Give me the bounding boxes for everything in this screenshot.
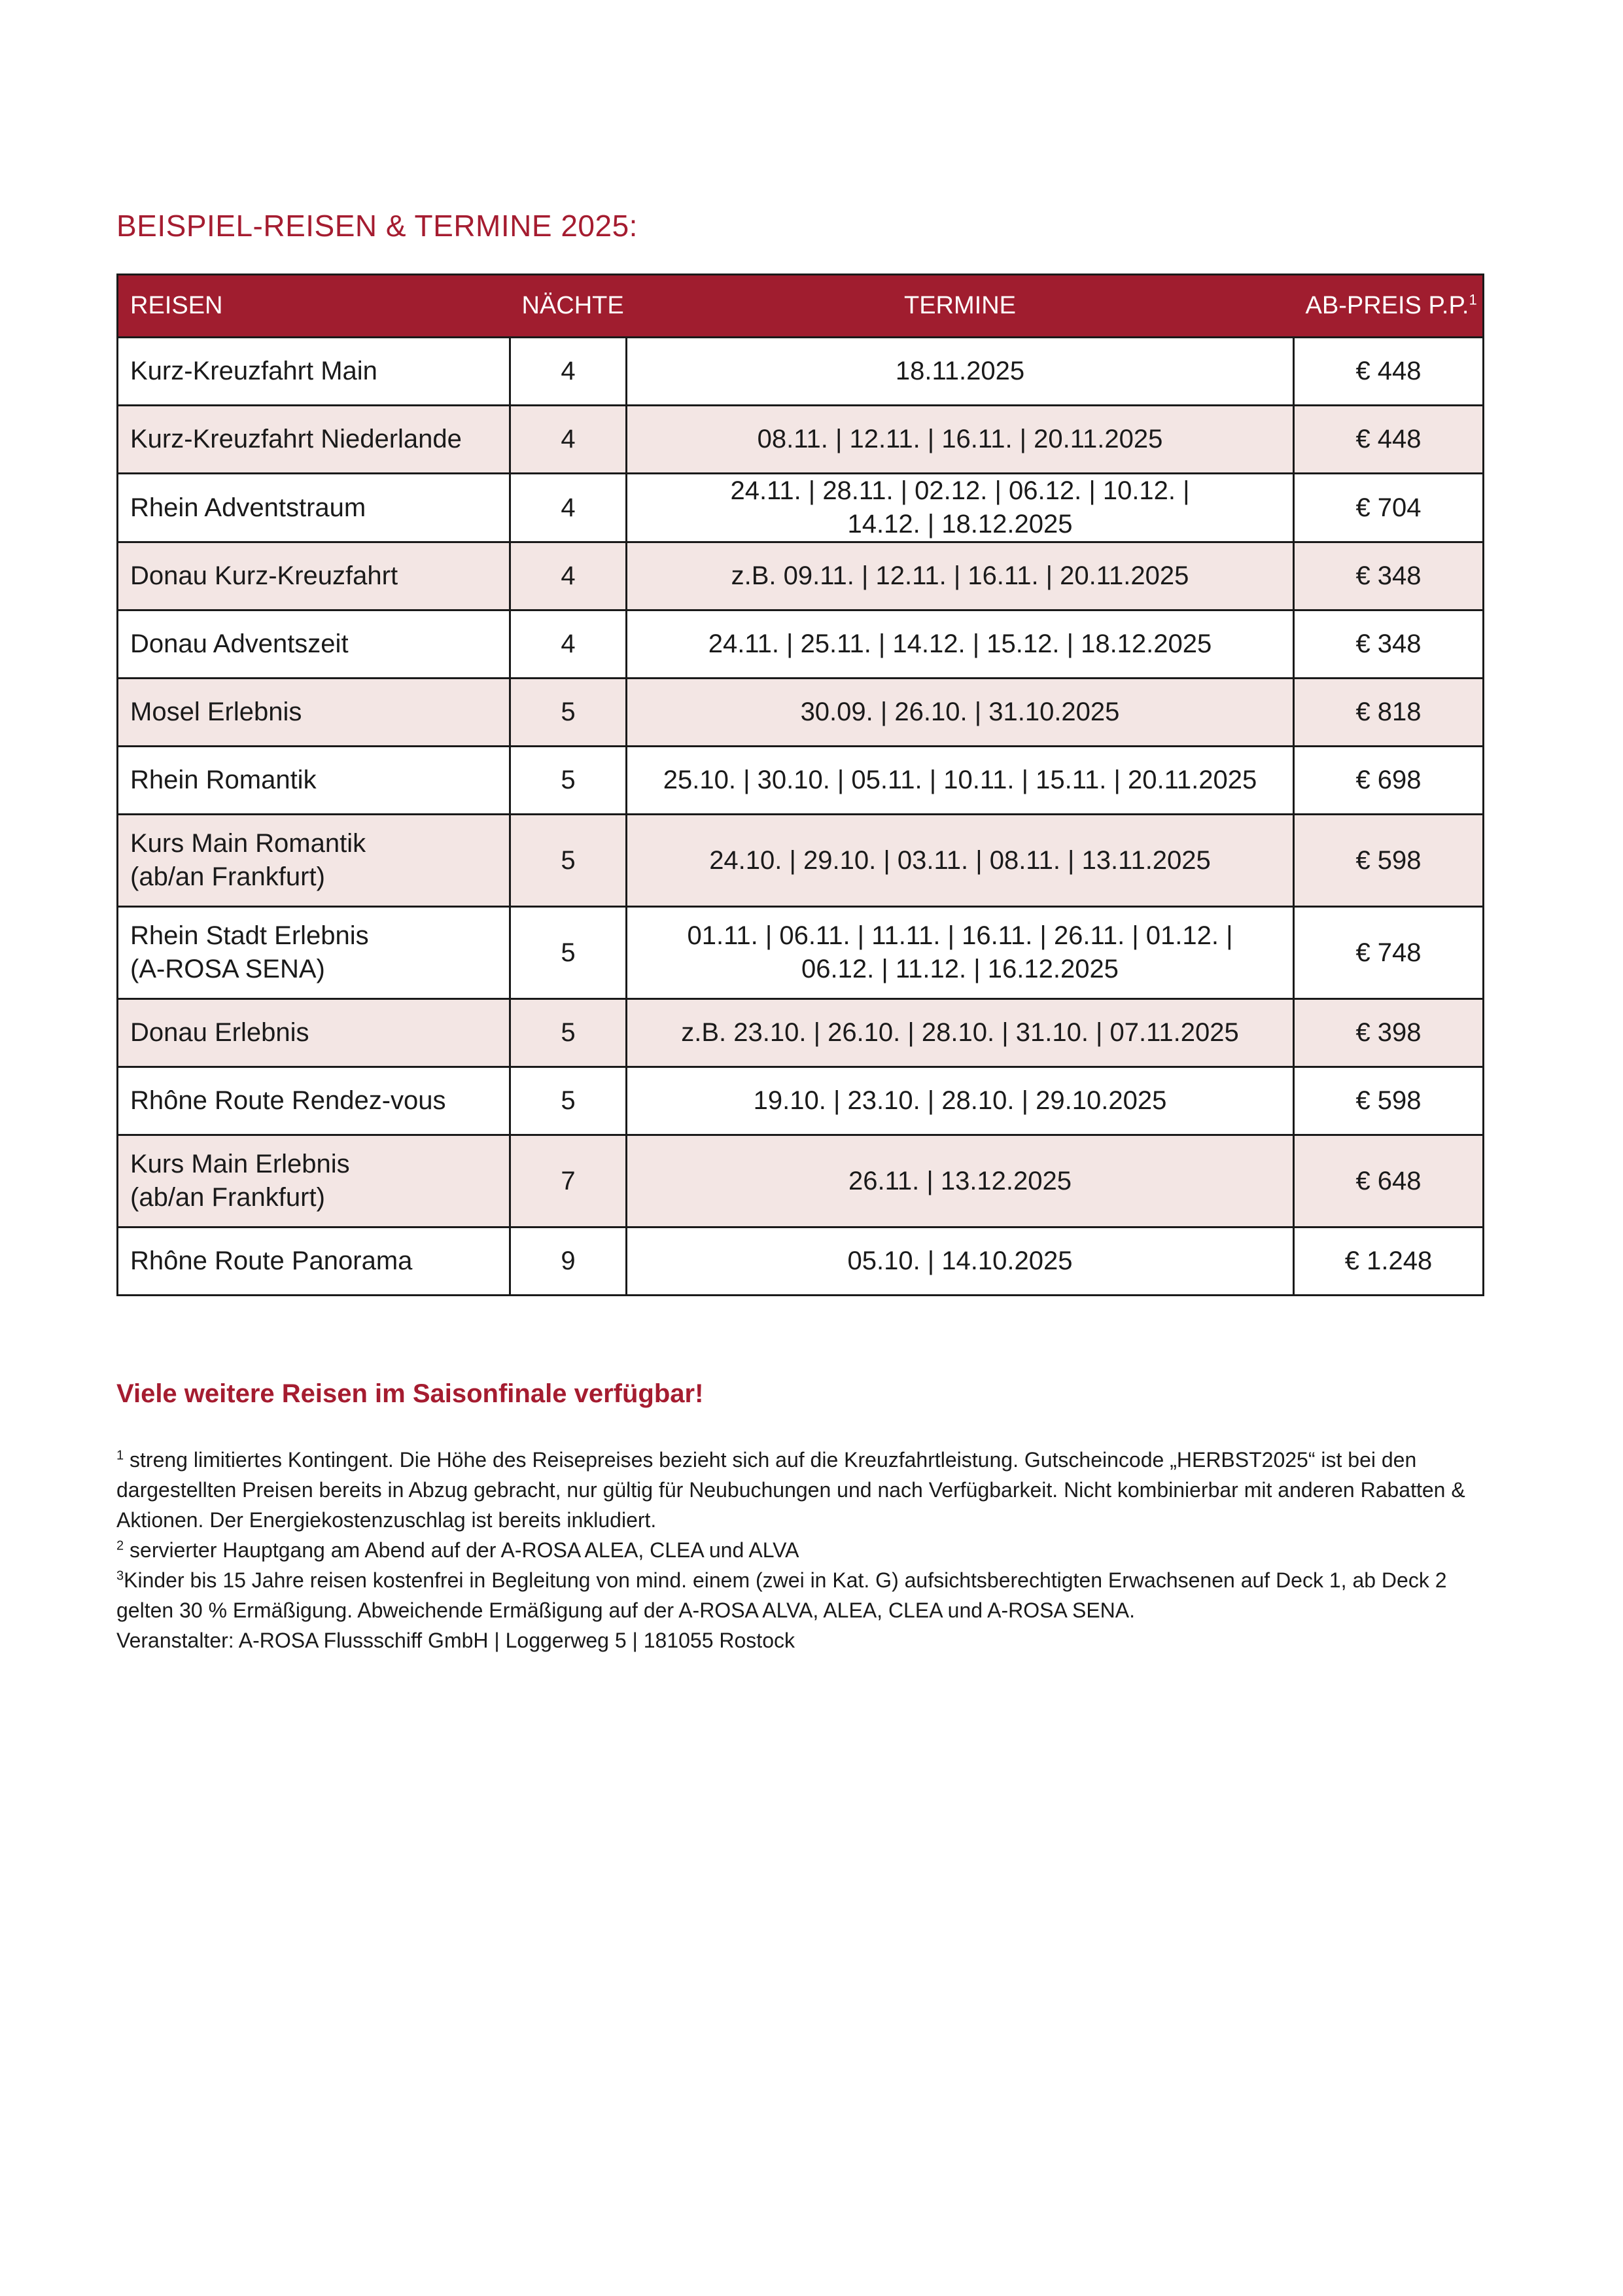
- trip-dates: z.B. 09.11. | 12.11. | 16.11. | 20.11.2025: [627, 542, 1294, 610]
- trip-price: € 598: [1294, 815, 1484, 907]
- table-row: [118, 1067, 1484, 1135]
- trip-nights: 4: [510, 338, 627, 406]
- trip-name: Donau Adventszeit: [118, 610, 510, 679]
- footnote-1: [116, 1445, 1490, 1535]
- trip-nights: 5: [510, 679, 627, 747]
- table-header-row: [118, 275, 1484, 338]
- trip-dates: 25.10. | 30.10. | 05.11. | 10.11. | 15.11. | 20.11.2025: [627, 747, 1294, 815]
- more-trips-headline: Viele weitere Reisen im Saisonfinale verfügbar!: [116, 1379, 704, 1408]
- footnote-2: [116, 1535, 1490, 1565]
- trip-price: € 398: [1294, 999, 1484, 1067]
- trip-price: € 748: [1294, 907, 1484, 999]
- trip-name: Kurz-Kreuzfahrt Main: [118, 338, 510, 406]
- footnotes: [116, 1445, 1490, 1655]
- trip-price: € 818: [1294, 679, 1484, 747]
- trip-price: € 704: [1294, 474, 1484, 542]
- trip-name: Donau Kurz-Kreuzfahrt: [118, 542, 510, 610]
- trip-dates: 26.11. | 13.12.2025: [627, 1135, 1294, 1227]
- trip-nights: 5: [510, 907, 627, 999]
- footnote-3-text: Kinder bis 15 Jahre reisen kostenfrei in Begleitung von mind. einem (zwei in Kat. G) aufsichtsberechtigten Erwachsenen auf Deck 1, ab Deck 2 gelten 30 % Ermäßigung. Abweichende Ermäßigung auf der A-ROSA ALVA, ALEA, CLEA und A-ROSA SENA.: [116, 1568, 1447, 1622]
- table-row: [118, 406, 1484, 474]
- trip-price: € 448: [1294, 338, 1484, 406]
- trip-name: Rhein Stadt Erlebnis (A-ROSA SENA): [118, 907, 510, 999]
- trip-price: € 448: [1294, 406, 1484, 474]
- trip-nights: 4: [510, 474, 627, 542]
- trip-nights: 4: [510, 542, 627, 610]
- trip-price: € 648: [1294, 1135, 1484, 1227]
- page-title: BEISPIEL-REISEN & TERMINE 2025:: [116, 209, 638, 243]
- trip-nights: 7: [510, 1135, 627, 1227]
- table-row: [118, 999, 1484, 1067]
- table-row: [118, 338, 1484, 406]
- header-termine: TERMINE: [627, 275, 1294, 338]
- trip-nights: 4: [510, 610, 627, 679]
- trip-name: Mosel Erlebnis: [118, 679, 510, 747]
- trip-dates: 05.10. | 14.10.2025: [627, 1227, 1294, 1296]
- trip-price: € 1.248: [1294, 1227, 1484, 1296]
- trip-nights: 5: [510, 815, 627, 907]
- trip-name: Rhône Route Rendez-vous: [118, 1067, 510, 1135]
- table-row: [118, 907, 1484, 999]
- footnote-1-text: streng limitiertes Kontingent. Die Höhe des Reisepreises bezieht sich auf die Kreuzfahrtleistung. Gutscheincode „HERBST2025“ ist bei den dargestellten Preisen bereits in Abzug gebracht, nur gültig für Neubuchungen und nach Verfügbarkeit. Nicht kombinierbar mit anderen Rabatten & Aktionen. Der Energiekostenzuschlag ist bereits inkludiert.: [116, 1448, 1465, 1532]
- table-row: [118, 1135, 1484, 1227]
- header-reisen: REISEN: [118, 275, 510, 338]
- trip-dates: 19.10. | 23.10. | 28.10. | 29.10.2025: [627, 1067, 1294, 1135]
- table-row: [118, 815, 1484, 907]
- trip-price: € 698: [1294, 747, 1484, 815]
- trip-price: € 598: [1294, 1067, 1484, 1135]
- table-row: [118, 679, 1484, 747]
- trip-dates: 24.11. | 25.11. | 14.12. | 15.12. | 18.12.2025: [627, 610, 1294, 679]
- header-preis-footnote: 1: [1469, 291, 1477, 308]
- trip-name: Kurz-Kreuzfahrt Niederlande: [118, 406, 510, 474]
- trip-name: Kurs Main Romantik (ab/an Frankfurt): [118, 815, 510, 907]
- trip-nights: 9: [510, 1227, 627, 1296]
- header-naechte: NÄCHTE: [510, 275, 627, 338]
- footnote-2-mark: 2: [116, 1538, 124, 1553]
- trip-nights: 4: [510, 406, 627, 474]
- table-row: [118, 1227, 1484, 1296]
- trip-name: Rhein Adventstraum: [118, 474, 510, 542]
- trip-name: Donau Erlebnis: [118, 999, 510, 1067]
- footnote-2-text: servierter Hauptgang am Abend auf der A-ROSA ALEA, CLEA und ALVA: [130, 1538, 799, 1562]
- trip-dates: 24.11. | 28.11. | 02.12. | 06.12. | 10.12. | 14.12. | 18.12.2025: [627, 474, 1294, 542]
- footnote-3-mark: 3: [116, 1568, 124, 1583]
- trip-dates: 24.10. | 29.10. | 03.11. | 08.11. | 13.11.2025: [627, 815, 1294, 907]
- table-row: [118, 474, 1484, 542]
- trip-price: € 348: [1294, 610, 1484, 679]
- table-row: [118, 610, 1484, 679]
- trip-nights: 5: [510, 999, 627, 1067]
- organizer-line: Veranstalter: A-ROSA Flussschiff GmbH | Loggerweg 5 | 181055 Rostock: [116, 1629, 795, 1652]
- header-preis-label: AB-PREIS P.P.: [1305, 292, 1469, 319]
- footnote-3: [116, 1565, 1490, 1625]
- trip-nights: 5: [510, 1067, 627, 1135]
- trip-name: Kurs Main Erlebnis (ab/an Frankfurt): [118, 1135, 510, 1227]
- trip-dates: 30.09. | 26.10. | 31.10.2025: [627, 679, 1294, 747]
- trip-dates: 18.11.2025: [627, 338, 1294, 406]
- trip-name: Rhône Route Panorama: [118, 1227, 510, 1296]
- trips-table: [116, 274, 1484, 1296]
- trip-dates: 08.11. | 12.11. | 16.11. | 20.11.2025: [627, 406, 1294, 474]
- header-preis: [1294, 275, 1484, 338]
- trip-name: Rhein Romantik: [118, 747, 510, 815]
- trip-dates: 01.11. | 06.11. | 11.11. | 16.11. | 26.11. | 01.12. | 06.12. | 11.12. | 16.12.2025: [627, 907, 1294, 999]
- table-row: [118, 747, 1484, 815]
- trip-nights: 5: [510, 747, 627, 815]
- footnote-1-mark: 1: [116, 1448, 124, 1463]
- trip-price: € 348: [1294, 542, 1484, 610]
- table-row: [118, 542, 1484, 610]
- trip-dates: z.B. 23.10. | 26.10. | 28.10. | 31.10. | 07.11.2025: [627, 999, 1294, 1067]
